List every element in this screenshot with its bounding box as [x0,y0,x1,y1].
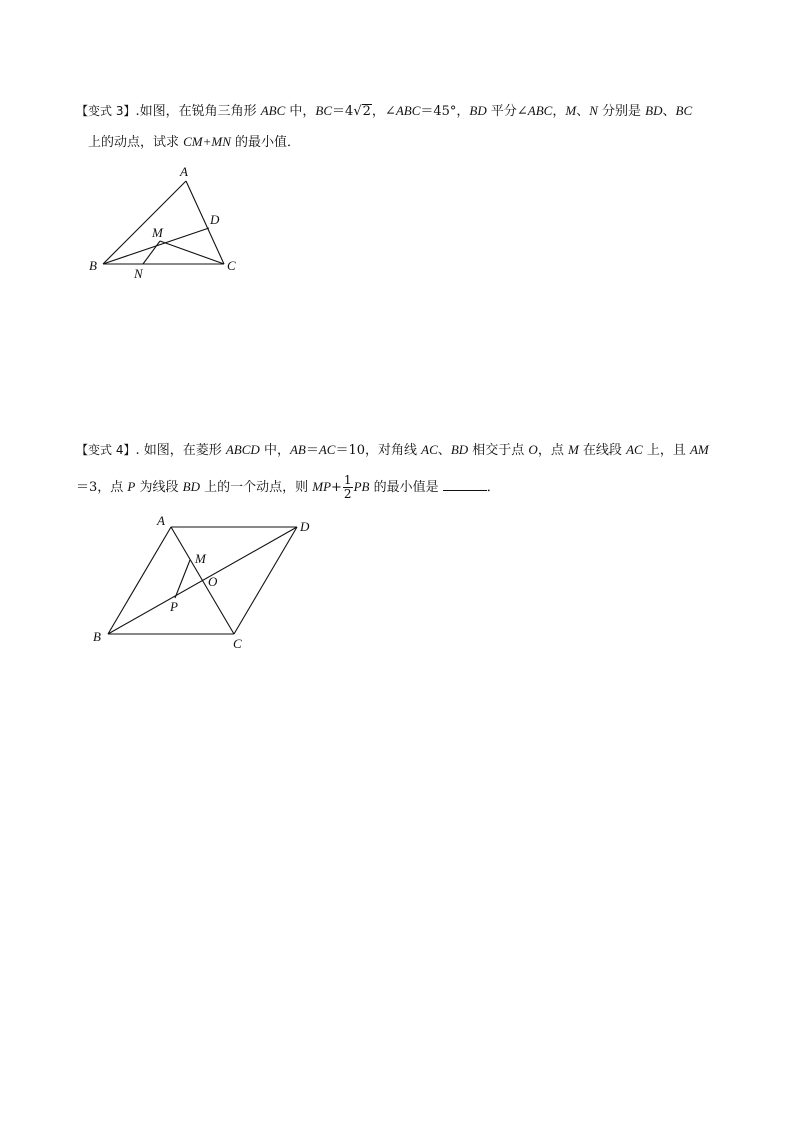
var: AB [289,442,306,457]
text: 、 [576,104,590,119]
segment-ab-4 [108,527,171,634]
segment-ab [103,181,186,264]
text: 、 [437,443,451,458]
text: ＝10，对角线 [335,443,422,458]
problem-4-tag: 【变式 4】 [76,443,136,457]
text: 相交于点 [468,443,529,458]
label-n: N [134,266,143,281]
problem-4-line-1 [76,435,726,466]
label-p-4: P [170,599,178,614]
text: . 如图，在菱形 [135,443,226,458]
label-m-4: M [195,551,206,566]
text: ， [552,104,566,119]
text: .如图，在锐角三角形 [135,104,261,119]
fraction [343,474,353,501]
text: ＝ [305,443,319,458]
text: 、 [662,104,676,119]
text: + [331,480,342,495]
var: BD [450,442,469,457]
var: ABC [260,103,286,118]
problem-3-tag: 【变式 3】 [76,104,136,118]
label-c: C [227,258,236,273]
var: AC [318,442,336,457]
var: ABCD [225,442,260,457]
text: 上，且 [642,443,690,458]
segment-dc-4 [234,527,297,634]
var: ABC [527,103,553,118]
diagonal-bd [108,527,297,634]
problem-4-line-2 [76,472,726,503]
var: MP [312,479,332,494]
segment-mn [143,241,160,264]
answer-blank[interactable] [443,476,487,491]
label-o-4: O [208,574,218,589]
text: ． [486,480,500,495]
var: N [589,103,598,118]
text: 的最小值是 [369,480,443,495]
label-a: A [180,164,188,179]
text: ＝3，点 [76,480,128,495]
label-a-4: A [157,513,165,528]
var: BD [182,479,200,494]
fraction-numerator: 1 [343,473,352,487]
var: O [528,442,538,457]
var: BD [645,103,663,118]
label-b: B [89,258,97,273]
text: ＝45°， [420,104,470,119]
text: 平分∠ [486,104,528,119]
var: ABC [395,103,421,118]
segment-mc [160,241,224,264]
label-b-4: B [93,629,101,644]
text: ，∠ [371,104,396,119]
label-c-4: C [233,636,242,651]
label-m: M [152,225,163,240]
var: CM+MN [183,134,231,149]
var: BC [315,103,333,118]
var: AC [626,442,643,457]
label-d-4: D [300,519,310,534]
var: M [567,442,579,457]
problem-4 [76,435,726,503]
sqrt-radicand: 2 [362,104,371,119]
text: 在线段 [578,443,627,458]
text: 上的动点，试求 [88,135,184,150]
text: 中， [259,443,290,458]
text: 的最小值． [230,135,301,150]
var: PB [353,479,370,494]
var: M [565,103,577,118]
label-d: D [210,212,220,227]
fraction-denominator: 2 [343,487,352,501]
var: BD [469,103,487,118]
text: ＝4 [332,104,354,119]
var: P [127,479,136,494]
var: AC [421,442,438,457]
text: 分别是 [597,104,646,119]
sqrt-symbol: √2 [353,104,371,119]
text: ，点 [537,443,568,458]
text: 上的一个动点，则 [199,480,313,495]
text: 为线段 [135,480,183,495]
var: AM [689,442,709,457]
text: 中， [285,104,316,119]
var: BC [675,103,693,118]
